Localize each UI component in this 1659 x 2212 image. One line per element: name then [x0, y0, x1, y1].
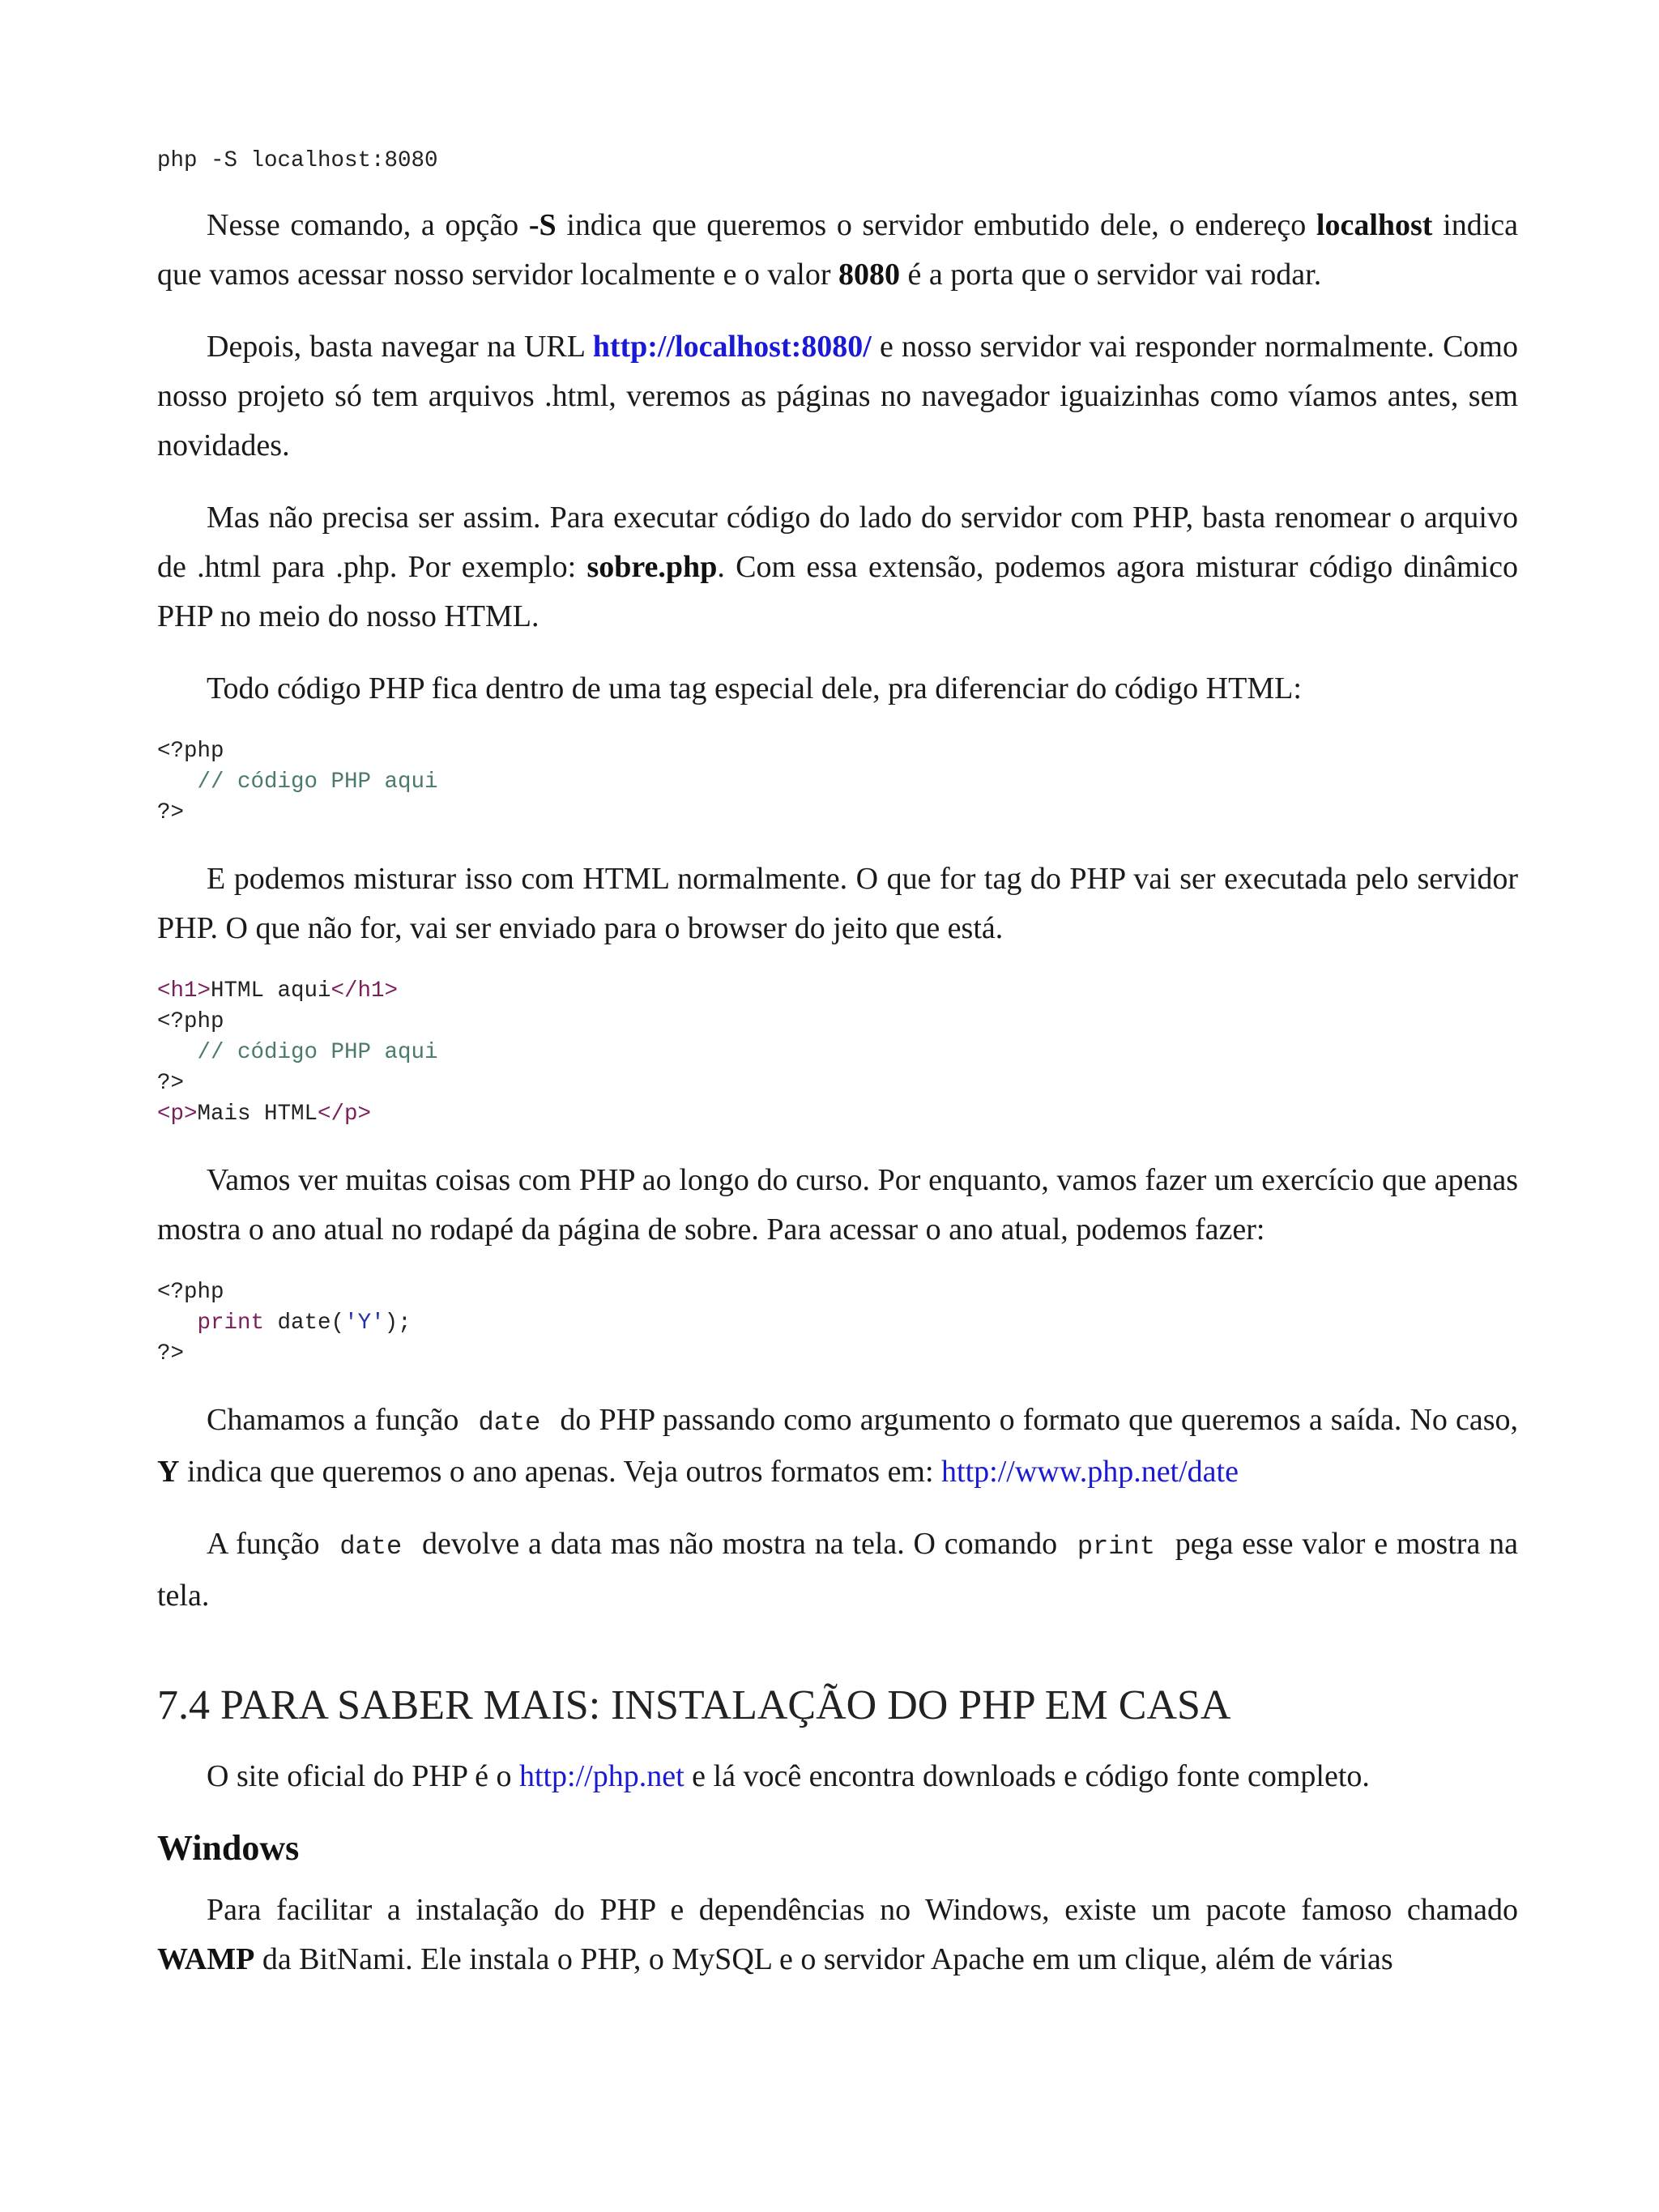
code-line — [157, 1099, 1518, 1130]
paragraph-mix-html: E podemos misturar isso com HTML normalmente. O que for tag do PHP vai ser executada pelo servidor PHP. O que não for, vai ser enviado para o browser do jeito que está. — [157, 862, 1518, 945]
text: pega esse valor e mostra na tela. — [157, 1527, 1518, 1613]
code-line — [157, 976, 1518, 1007]
code-block-command — [157, 146, 1518, 177]
code-line: <?php — [157, 739, 224, 764]
text: e nosso servidor vai responder normalmente. Como nosso projeto só tem arquivos .html, veremos as páginas no navegador iguaizinhas como víamos antes, sem novidades. — [157, 330, 1518, 462]
code-keyword: print — [197, 1311, 265, 1336]
code-line: ?> — [157, 800, 185, 825]
paragraph-php-tag: Todo código PHP fica dentro de uma tag especial dele, pra diferenciar do código HTML: — [207, 671, 1302, 705]
text: Nesse comando, a opção — [207, 208, 529, 242]
text: da BitNami. Ele instala o PHP, o MySQL e o servidor Apache em um clique, além de várias — [254, 1942, 1393, 1976]
text: devolve a data mas não mostra na tela. O comando — [413, 1527, 1066, 1561]
code-indent — [157, 1311, 198, 1336]
paragraph-year-exercise: Vamos ver muitas coisas com PHP ao longo do curso. Por enquanto, vamos fazer um exercício que apenas mostra o ano atual no rodapé da página de sobre. Para acessar o ano atual, podemos fazer: — [157, 1163, 1518, 1247]
code-tag: <h1> — [157, 978, 211, 1004]
bold-text: sobre.php — [586, 550, 718, 584]
subheading-windows: Windows — [157, 1828, 300, 1868]
code-block-mixed — [157, 976, 1518, 1130]
section-title: 7.4 PARA SABER MAIS: INSTALAÇÃO DO PHP EM CASA — [157, 1682, 1231, 1728]
text: indica que vamos acessar nosso servidor localmente e o valor — [157, 208, 1518, 292]
code-block-date — [157, 1277, 1518, 1370]
text: . Com essa extensão, podemos agora misturar código dinâmico PHP no meio do nosso HTML. — [157, 550, 1518, 633]
code-line: <?php — [157, 1009, 224, 1034]
code-tag: </p> — [318, 1102, 372, 1127]
text: O site oficial do PHP é o — [207, 1759, 519, 1793]
text: indica que queremos o ano apenas. Veja outros formatos em: — [179, 1455, 942, 1489]
inline-code: date — [339, 1532, 403, 1562]
text: indica que queremos o servidor embutido dele, o endereço — [556, 208, 1316, 242]
text: do PHP passando como argumento o formato que queremos a saída. No caso, — [552, 1403, 1518, 1437]
code-tag: <p> — [157, 1102, 198, 1127]
code-comment: // código PHP aqui — [157, 769, 438, 795]
code-line: ?> — [157, 1071, 185, 1096]
paragraph-wamp — [157, 1886, 1518, 1984]
text: Depois, basta navegar na URL — [207, 330, 593, 364]
paragraph-navigate-url — [157, 322, 1518, 471]
paragraph-server-option — [157, 201, 1518, 300]
php-date-link[interactable]: http://www.php.net/date — [941, 1455, 1239, 1489]
paragraph-print-command — [157, 1519, 1518, 1621]
code-line: <?php — [157, 1280, 224, 1305]
bold-text: Y — [157, 1455, 180, 1489]
text: Mas não precisa ser assim. Para executar código do lado do servidor com PHP, basta renomear o arquivo de .html para .php. Por exemplo: — [157, 501, 1518, 584]
bold-text: -S — [528, 208, 557, 242]
text: e lá você encontra downloads e código fonte completo. — [684, 1759, 1370, 1793]
code-text: date( — [264, 1311, 345, 1336]
paragraph-official-site — [157, 1752, 1518, 1801]
paragraph-rename-php — [157, 493, 1518, 641]
code-line: php -S localhost:8080 — [157, 148, 438, 173]
php-net-link[interactable]: http://php.net — [518, 1759, 684, 1793]
code-string: 'Y' — [344, 1311, 385, 1336]
code-text: ); — [384, 1311, 412, 1336]
code-line: ?> — [157, 1341, 185, 1366]
code-block-php-tag — [157, 736, 1518, 829]
inline-code: print — [1077, 1532, 1155, 1562]
document-page — [157, 146, 1518, 2007]
inline-code: date — [478, 1408, 541, 1438]
bold-text: WAMP — [157, 1942, 255, 1976]
code-text: Mais HTML — [197, 1102, 318, 1127]
code-tag: </h1> — [331, 978, 399, 1004]
localhost-link[interactable]: http://localhost:8080/ — [592, 330, 872, 364]
code-text: HTML aqui — [211, 978, 331, 1004]
text: A função — [207, 1527, 329, 1561]
code-line — [157, 1308, 1518, 1339]
code-comment: // código PHP aqui — [157, 1040, 438, 1065]
bold-text: 8080 — [838, 258, 901, 292]
paragraph-date-function — [157, 1396, 1518, 1497]
bold-text: localhost — [1316, 208, 1433, 242]
text: Para facilitar a instalação do PHP e dependências no Windows, existe um pacote famoso chamado — [207, 1893, 1518, 1927]
text: Chamamos a função — [207, 1403, 467, 1437]
text: é a porta que o servidor vai rodar. — [900, 258, 1322, 292]
